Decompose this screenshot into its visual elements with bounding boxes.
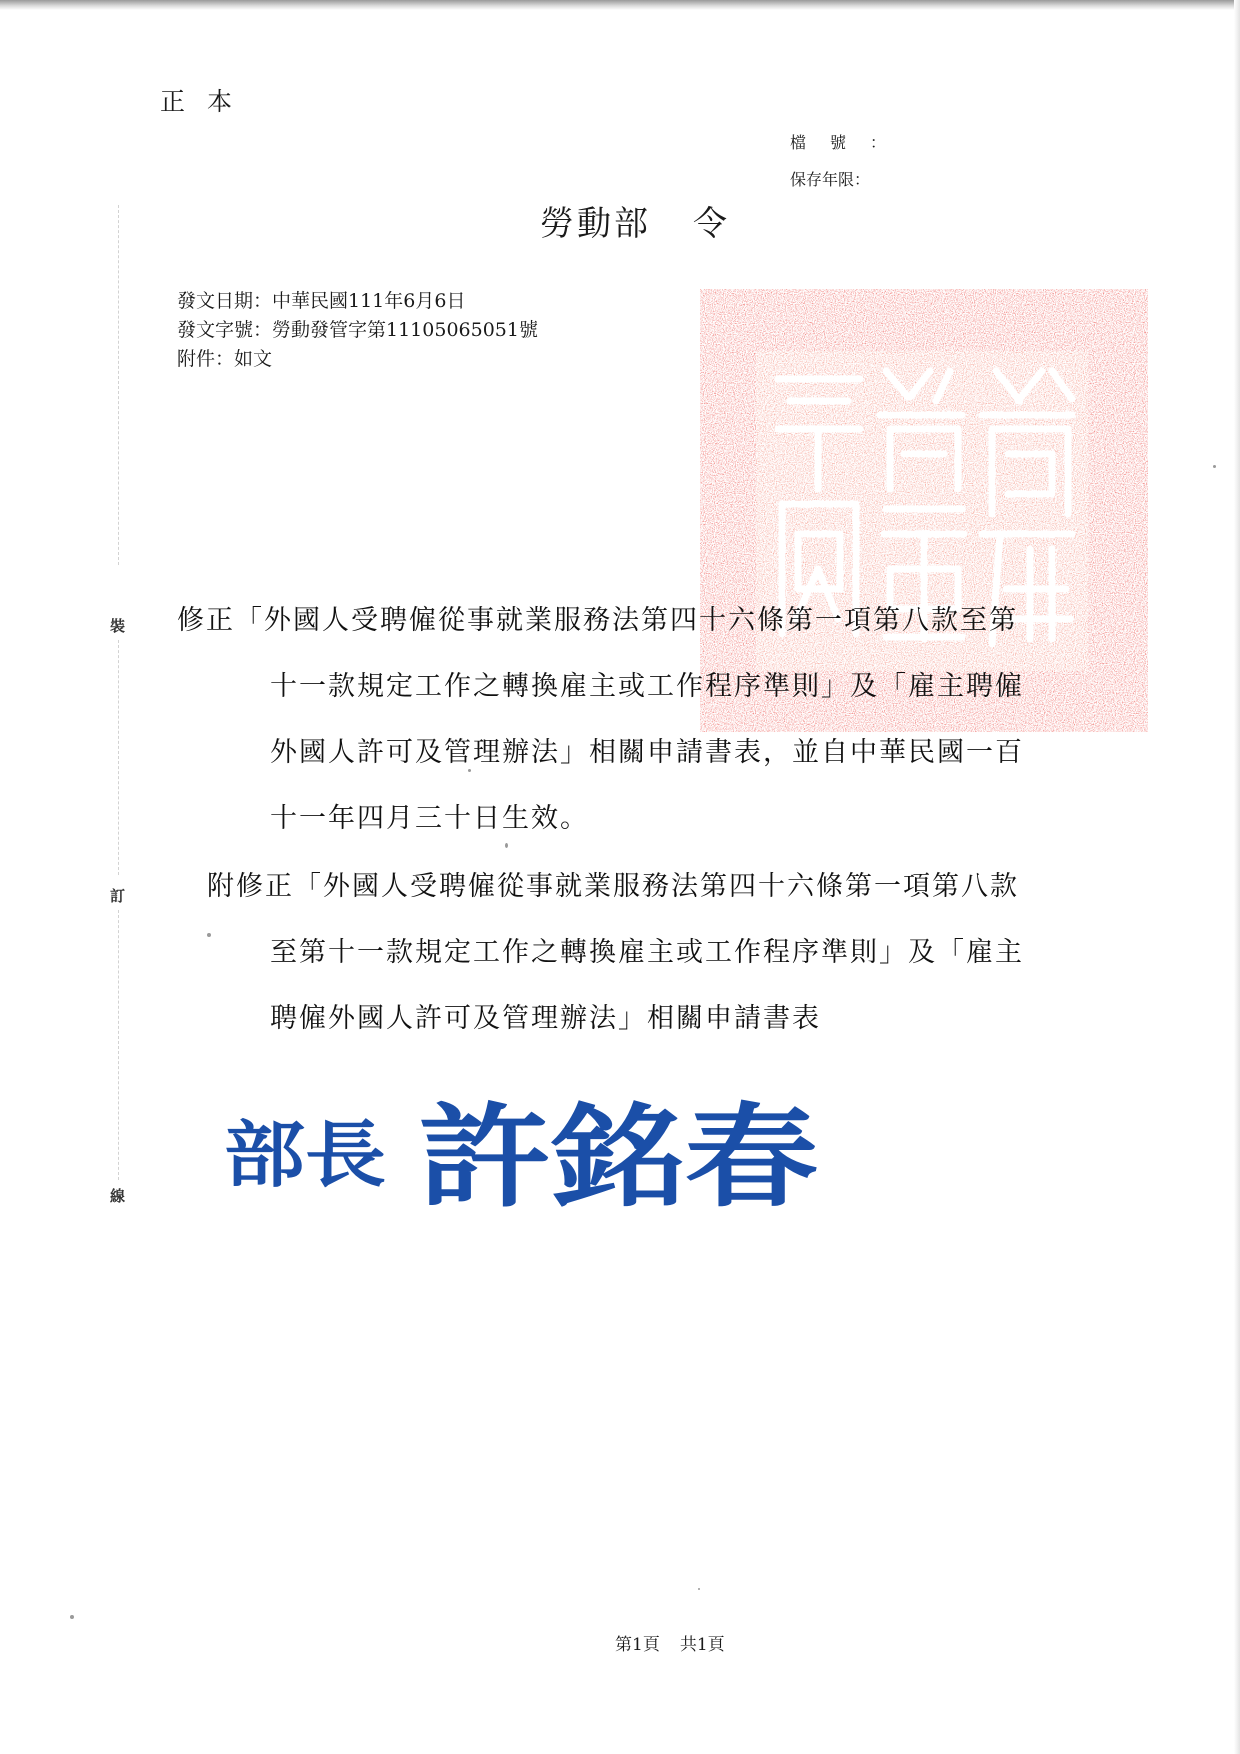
scan-speck bbox=[468, 769, 471, 772]
page-number bbox=[615, 1630, 725, 1655]
attachment-note: 附件：如文 bbox=[177, 348, 273, 370]
main-text-line: 修正「外國人受聘僱從事就業服務法第四十六條第一項第八款至第 bbox=[177, 605, 1018, 636]
scan-top-edge bbox=[0, 0, 1240, 10]
issue-date: 發文日期：中華民國111年6月6日 bbox=[177, 290, 466, 312]
scan-speck bbox=[505, 843, 508, 848]
binding-dashed-line bbox=[118, 910, 119, 1180]
binding-mark-xian: 線 bbox=[110, 1187, 126, 1205]
document-number: 發文字號：勞動發管字第11105065051號 bbox=[177, 319, 538, 341]
document-type: 令 bbox=[693, 204, 730, 244]
retention-period-label: 保存年限： bbox=[790, 170, 871, 189]
agency-name: 勞動部 bbox=[540, 204, 651, 244]
scan-speck bbox=[70, 1615, 74, 1619]
main-text-line: 十一年四月三十日生效。 bbox=[270, 803, 589, 834]
binding-mark-ding: 訂 bbox=[110, 887, 126, 905]
attachment-text-line: 至第十一款規定工作之轉換雇主或工作程序準則」及「雇主 bbox=[270, 937, 1024, 968]
attachment-text-line: 聘僱外國人許可及管理辦法」相關申請書表 bbox=[270, 1003, 821, 1034]
scan-speck bbox=[207, 933, 211, 937]
attachment-text-line: 附修正「外國人受聘僱從事就業服務法第四十六條第一項第八款 bbox=[207, 871, 1019, 902]
binding-dashed-line bbox=[118, 640, 119, 875]
retention-period-field bbox=[790, 167, 870, 190]
main-text-line: 外國人許可及管理辦法」相關申請書表，並自中華民國一百 bbox=[270, 737, 1024, 768]
signature-name: 許銘春 bbox=[418, 1093, 818, 1218]
scan-speck bbox=[1213, 465, 1216, 468]
main-text-line: 十一款規定工作之轉換雇主或工作程序準則」及「雇主聘僱 bbox=[270, 671, 1024, 702]
copy-mark: 正本 bbox=[160, 87, 255, 116]
minister-signature-stamp bbox=[220, 1068, 820, 1218]
scan-right-edge bbox=[1234, 0, 1240, 1754]
document-title bbox=[540, 196, 730, 245]
binding-mark-zhuang: 裝 bbox=[110, 617, 126, 635]
binding-dashed-line bbox=[118, 205, 119, 565]
page-current: 第1頁 bbox=[615, 1635, 660, 1655]
scan-speck bbox=[698, 1588, 700, 1590]
signature-title: 部長 bbox=[224, 1113, 386, 1197]
page-total: 共1頁 bbox=[679, 1635, 725, 1655]
signature-graphic bbox=[220, 1068, 820, 1218]
file-number-field bbox=[790, 130, 910, 153]
file-number-label: 檔號： bbox=[790, 133, 911, 152]
